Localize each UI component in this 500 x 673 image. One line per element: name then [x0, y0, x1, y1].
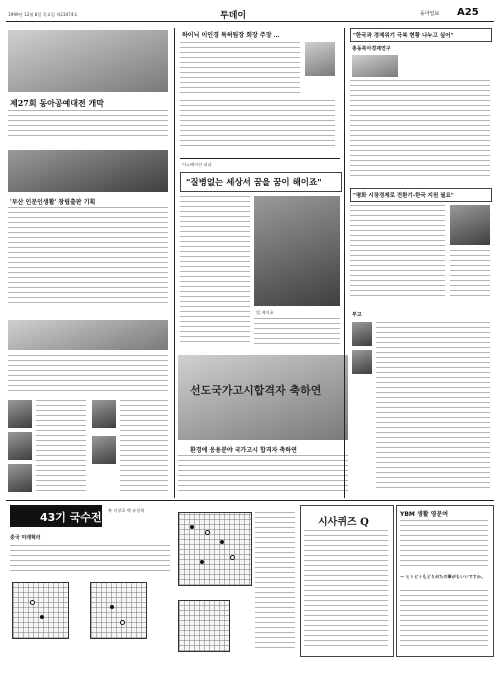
obit-photo-1 — [352, 322, 372, 346]
gates-photo — [254, 196, 340, 306]
speaker-photo — [352, 55, 398, 77]
ceremony-text — [178, 455, 348, 495]
ybm-text — [400, 520, 488, 570]
ybm-title: YBM 생활 영문여 — [400, 511, 449, 518]
feature-text — [180, 196, 250, 346]
quiz-text — [304, 530, 388, 650]
date-line: 1999년 12월 8일 목요일 제23474호 — [8, 12, 78, 17]
paper-name: 동아일보 — [420, 11, 440, 17]
portrait-5 — [92, 436, 116, 464]
feature-rule — [180, 158, 340, 159]
portrait-3 — [8, 464, 32, 492]
col1-text2 — [8, 355, 168, 395]
col3-portrait-text — [450, 250, 490, 300]
stone — [230, 555, 235, 560]
portrait-2 — [8, 432, 32, 460]
col3-text — [350, 80, 490, 180]
stone — [120, 620, 125, 625]
col2-top-text2 — [180, 100, 335, 150]
page-number: A25 — [457, 7, 479, 18]
portrait-captions — [36, 400, 86, 492]
col2-top-head: 하이닉 이인경 특허팀장 회장 주장 … — [182, 32, 280, 39]
ybm-text-2 — [400, 590, 488, 650]
feature-text-2 — [254, 318, 340, 348]
stone — [110, 605, 114, 609]
portrait-4 — [92, 400, 116, 428]
go-title: 43기 국수전 — [40, 511, 102, 524]
feature-tag: 이노베이션 리더 — [182, 162, 212, 167]
stone — [30, 600, 35, 605]
go-moves-text — [255, 512, 295, 652]
col2-top-text — [180, 42, 300, 97]
go-board-3 — [178, 600, 230, 652]
meeting-photo — [8, 320, 168, 350]
go-board-2 — [90, 582, 147, 639]
feature-headline: "질병없는 세상서 꿈을 꿈이 해이죠" — [186, 178, 322, 188]
stone — [190, 525, 194, 529]
go-subtitle: 흑 이창호 백 유창혁 — [108, 508, 145, 513]
go-commentary — [10, 545, 170, 575]
exhibition-photo — [8, 30, 168, 92]
col1-story-text — [8, 207, 168, 307]
col-divider-1 — [174, 28, 175, 498]
stone — [40, 615, 44, 619]
stone — [220, 540, 224, 544]
stone — [205, 530, 210, 535]
obit-text — [376, 322, 490, 492]
go-board-main — [178, 512, 252, 586]
col3-mid-text — [350, 205, 445, 300]
ceremony-banner: 선도국가고시합격자 축하연 — [190, 384, 322, 397]
col3-mid-head: "평화 시장경제로 전환기-한국 지원 필요" — [353, 193, 454, 199]
portrait-captions-2 — [120, 400, 168, 492]
section-title: 투데이 — [220, 11, 247, 21]
ceremony-subhead: 환경에 응용분야 국가고시 합격자 축하연 — [190, 447, 297, 454]
author-photo — [305, 42, 335, 76]
col3-top-head: "한국과 경제위기 극복 현황 나누고 싶어" — [353, 33, 454, 39]
photo-caption: 빌 게이츠 — [256, 310, 274, 315]
bottom-rule — [6, 500, 494, 501]
col1-story-head: '부산 인문인생활' 창립출판 기획 — [10, 199, 96, 206]
masthead-rule — [6, 21, 494, 22]
stone — [200, 560, 204, 564]
col1-text — [8, 110, 168, 140]
col1-headline: 제27회 동아공예대전 개막 — [10, 98, 104, 108]
speaker-label: 총동북아경제연구 — [352, 46, 391, 52]
col3-portrait — [450, 205, 490, 245]
go-note: 중국 미래혁터 — [10, 535, 41, 541]
group-photo — [8, 150, 168, 192]
obit-heading: 부고 — [352, 312, 362, 318]
col-divider-2 — [344, 28, 345, 498]
portrait-1 — [8, 400, 32, 428]
go-board-1 — [12, 582, 69, 639]
obit-photo-2 — [352, 350, 372, 374]
quiz-title: 시사퀴즈 Q — [318, 517, 369, 528]
ybm-line: — ヒトビトもどりがたの事がもいいですか。 — [400, 574, 486, 579]
